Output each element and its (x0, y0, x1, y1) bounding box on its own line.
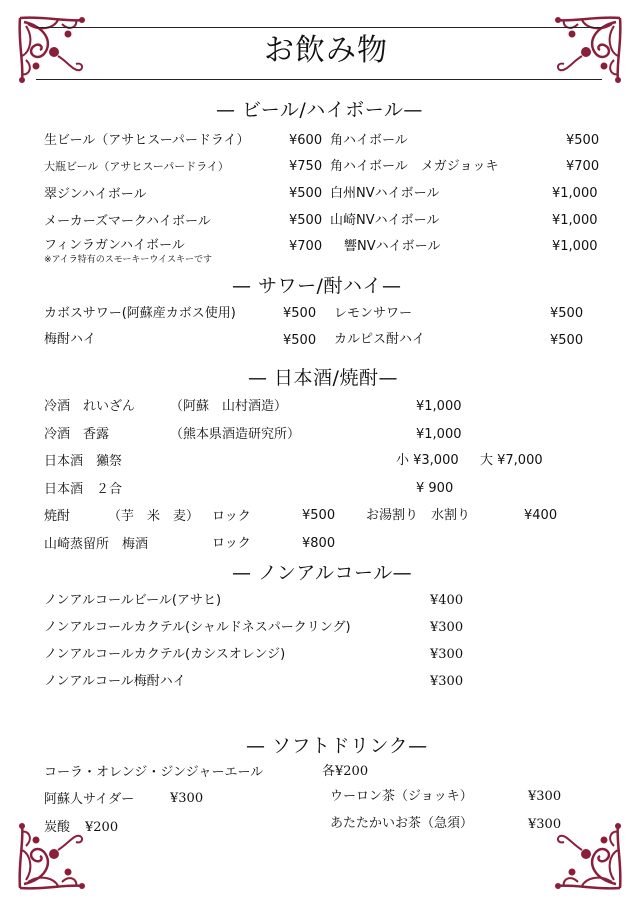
flourish-corner-icon (14, 12, 94, 92)
menu-item-price: ¥1,000 (416, 399, 462, 414)
menu-item-name: ノンアルコール梅酎ハイ (44, 674, 186, 689)
menu-item-name: ノンアルコールカクテル(シャルドネスパークリング) (44, 620, 351, 635)
section-heading-beer: — ビール/ハイボール— (216, 99, 423, 121)
top-rule (36, 27, 602, 28)
menu-item-name: 角ハイボール (330, 133, 408, 148)
menu-item-name: カボスサワー(阿蘇産カボス使用) (44, 306, 236, 321)
menu-item-name: 炭酸 (44, 820, 71, 835)
section-heading-sake: — 日本酒/焼酎— (248, 367, 398, 389)
menu-item-name: 山崎NVハイボール (330, 213, 440, 228)
menu-item-price: ¥500 (302, 508, 336, 523)
menu-item-name: フィンラガンハイボール (44, 238, 185, 253)
menu-item-name: 焼酎 (44, 509, 71, 524)
menu-item-name: ウーロン茶（ジョッキ） (330, 789, 473, 804)
menu-item-name: 白州NVハイボール (330, 186, 440, 201)
menu-item-name: 冷酒 香露 (44, 427, 110, 442)
menu-item-price: ¥1,000 (552, 186, 598, 201)
menu-item-name: ノンアルコールビール(アサヒ) (44, 593, 222, 608)
menu-item-name: 山崎蒸留所 梅酒 (44, 537, 149, 552)
menu-item-price-large: 大 ¥7,000 (480, 453, 543, 468)
menu-item-price: ¥300 (170, 791, 204, 806)
menu-item-price: ¥200 (85, 820, 119, 835)
menu-item-price: 各¥200 (322, 764, 369, 779)
menu-item-name: あたたかいお茶（急須） (330, 816, 474, 831)
menu-item-name: 響NVハイボール (344, 239, 441, 254)
menu-item-name: 角ハイボール メガジョッキ (330, 159, 499, 174)
menu-item-kind: （芋 米 麦） (108, 509, 200, 524)
section-heading-sour: — サワー/酎ハイ— (232, 275, 402, 297)
menu-item-price: ¥700 (289, 239, 323, 254)
page-title: お飲み物 (264, 33, 388, 68)
menu-item-price: ¥300 (528, 817, 562, 832)
menu-item-price: ¥500 (283, 333, 317, 348)
menu-item-maker: （熊本県酒造研究所） (170, 427, 301, 442)
menu-item-price: ¥750 (289, 159, 323, 174)
menu-item-price: ¥500 (550, 306, 584, 321)
menu-item-price: ¥400 (430, 593, 464, 608)
menu-item-price-small: 小 ¥3,000 (396, 453, 459, 468)
menu-item-name: カルピス酎ハイ (334, 332, 426, 347)
menu-item-name: 阿蘇人サイダー (44, 792, 135, 807)
section-heading-nonalc: — ノンアルコール— (232, 562, 413, 584)
menu-item-price: ¥ 900 (416, 481, 454, 496)
menu-item-price: ¥800 (302, 536, 336, 551)
menu-item-price: ¥500 (289, 186, 323, 201)
menu-item-price: ¥600 (289, 133, 323, 148)
menu-item-style: お湯割り 水割り (366, 508, 471, 523)
menu-item-price: ¥700 (566, 159, 600, 174)
menu-item-price: ¥1,000 (552, 239, 598, 254)
menu-item-style: ロック (212, 536, 251, 551)
menu-item-name: 生ビール（アサヒスーパードライ） (44, 133, 250, 148)
menu-item-name: 日本酒 獺祭 (44, 454, 123, 469)
menu-item-price: ¥500 (283, 306, 317, 321)
menu-item-price: ¥1,000 (552, 213, 598, 228)
menu-item-name: 冷酒 れいざん (44, 399, 136, 414)
menu-item-name: メーカーズマークハイボール (44, 214, 211, 229)
menu-item-price: ¥300 (430, 674, 464, 689)
menu-item-price: ¥1,000 (416, 427, 462, 442)
section-heading-soft: — ソフトドリンク— (246, 735, 428, 757)
flourish-corner-icon (546, 12, 626, 92)
menu-item-price: ¥500 (566, 133, 600, 148)
menu-item-name: レモンサワー (334, 306, 413, 321)
menu-item-price: ¥300 (430, 647, 464, 662)
menu-item-name: コーラ・オレンジ・ジンジャーエール (44, 765, 264, 780)
menu-item-name: 梅酎ハイ (44, 332, 97, 347)
menu-item-style: ロック (212, 509, 251, 524)
menu-item-price: ¥500 (550, 333, 584, 348)
bottom-title-rule (36, 79, 602, 80)
menu-item-name: 大瓶ビール（アサヒスーパードライ） (44, 160, 229, 173)
menu-item-maker: （阿蘇 山村酒造） (170, 399, 288, 414)
menu-item-name: 日本酒 ２合 (44, 482, 123, 497)
menu-item-price: ¥400 (524, 508, 558, 523)
menu-item-price: ¥500 (289, 213, 323, 228)
menu-item-name: 翠ジンハイボール (44, 187, 147, 202)
menu-note: ※アイラ特有のスモーキーウイスキーです (44, 255, 213, 265)
menu-item-price: ¥300 (528, 789, 562, 804)
menu-item-name: ノンアルコールカクテル(カシスオレンジ) (44, 647, 286, 662)
menu-item-price: ¥300 (430, 620, 464, 635)
